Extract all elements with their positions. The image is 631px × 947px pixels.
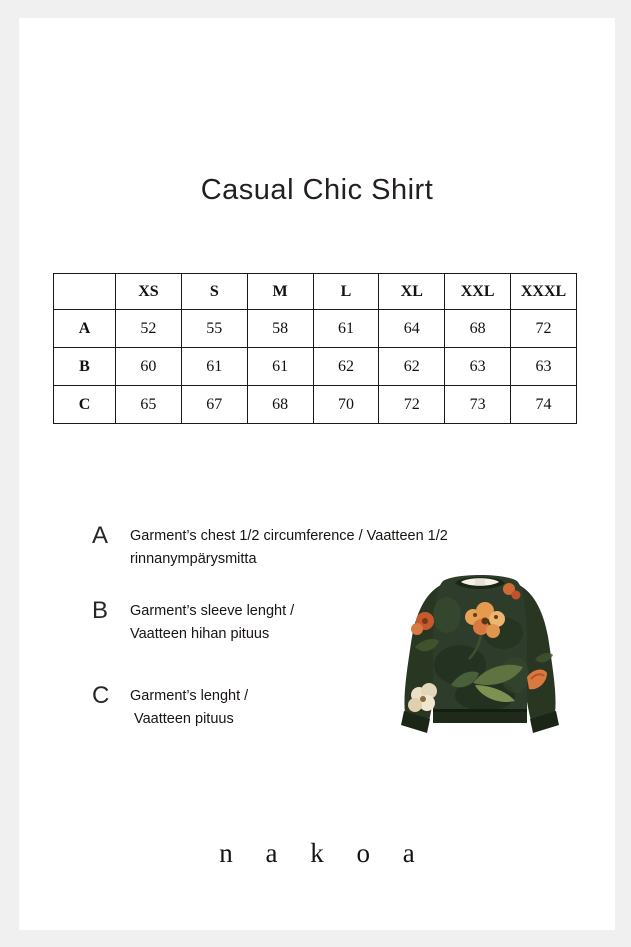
page-title: Casual Chic Shirt <box>200 174 434 206</box>
measurement-cell: 61 <box>247 348 313 386</box>
measurement-cell: 72 <box>511 310 577 348</box>
measurement-cell: 72 <box>379 386 445 424</box>
legend-a-line2: rinnanympärysmitta <box>130 551 257 567</box>
size-column-header: XL <box>379 274 445 310</box>
measurement-cell: 62 <box>313 348 379 386</box>
legend-c-line1: Garment’s lenght / <box>130 688 249 704</box>
table-row <box>54 310 577 348</box>
row-label: B <box>54 348 116 386</box>
legend-b-line1: Garment’s sleeve lenght / <box>130 603 295 619</box>
row-label: C <box>54 386 116 424</box>
legend-letter-a: A <box>92 522 109 549</box>
size-chart-header <box>54 274 577 310</box>
measurement-cell: 61 <box>313 310 379 348</box>
measurement-cell: 60 <box>116 348 182 386</box>
measurement-cell: 55 <box>181 310 247 348</box>
table-corner-cell <box>54 274 116 310</box>
measurement-cell: 63 <box>445 348 511 386</box>
size-guide-card <box>19 18 615 930</box>
size-column-header: XS <box>116 274 182 310</box>
legend-c-line2: Vaatteen pituus <box>134 711 234 727</box>
size-column-header: XXL <box>445 274 511 310</box>
legend-b-line2: Vaatteen hihan pituus <box>130 626 270 642</box>
measurement-cell: 68 <box>247 386 313 424</box>
measurement-cell: 68 <box>445 310 511 348</box>
size-chart-body <box>54 310 577 424</box>
size-column-header: M <box>247 274 313 310</box>
measurement-cell: 58 <box>247 310 313 348</box>
size-column-header: S <box>181 274 247 310</box>
measurement-cell: 62 <box>379 348 445 386</box>
table-row <box>54 348 577 386</box>
brand-logo: n a k o a <box>219 838 428 868</box>
legend-letter-c: C <box>92 682 110 709</box>
measurement-cell: 65 <box>116 386 182 424</box>
measurement-cell: 74 <box>511 386 577 424</box>
size-column-header: L <box>313 274 379 310</box>
size-chart-table <box>53 273 577 424</box>
table-row <box>54 386 577 424</box>
measurement-cell: 67 <box>181 386 247 424</box>
size-column-header: XXXL <box>511 274 577 310</box>
measurement-cell: 63 <box>511 348 577 386</box>
legend-letter-b: B <box>92 597 109 624</box>
measurement-cell: 64 <box>379 310 445 348</box>
measurement-cell: 73 <box>445 386 511 424</box>
measurement-cell: 52 <box>116 310 182 348</box>
measurement-cell: 61 <box>181 348 247 386</box>
legend-a-line1: Garment’s chest 1/2 circumference / Vaatteen 1/2 <box>130 528 448 544</box>
product-photo-floral-sweatshirt <box>385 555 575 750</box>
table-header-row <box>54 274 577 310</box>
measurement-cell: 70 <box>313 386 379 424</box>
row-label: A <box>54 310 116 348</box>
